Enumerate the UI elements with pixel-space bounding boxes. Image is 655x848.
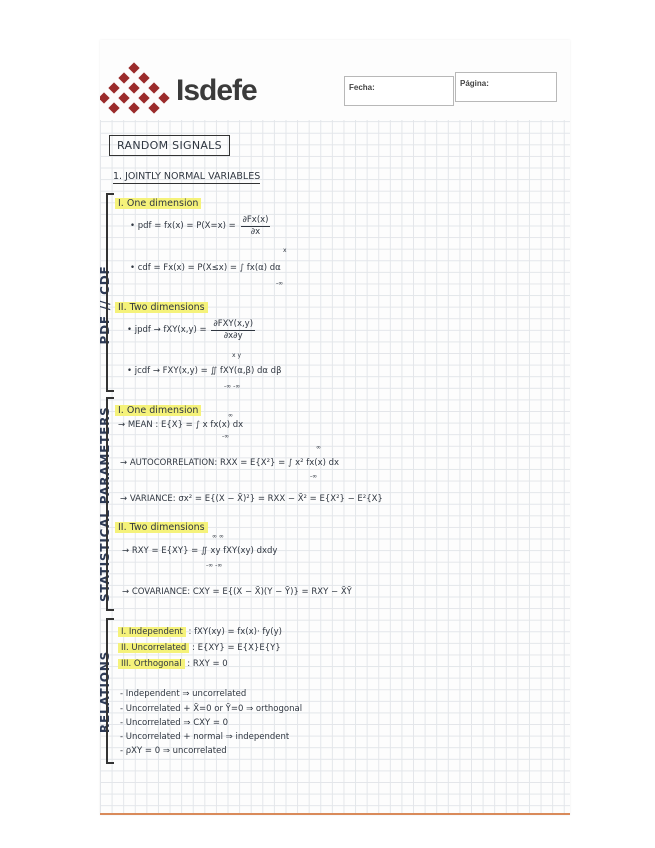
bracket-pdf: [106, 193, 114, 392]
mean-upper-limit: ∞: [228, 412, 233, 419]
jcdf-lower-limit: -∞ -∞: [224, 383, 241, 390]
stats-two-dim-heading: II. Two dimensions: [115, 523, 208, 533]
relation-uncorrelated: II. Uncorrelated : E{XY} = E{X}E{Y}: [118, 644, 281, 653]
autocorr-lower-limit: -∞: [310, 473, 318, 480]
bracket-stats: [106, 397, 114, 611]
side-label-relations: RELATIONS: [98, 650, 112, 734]
fecha-label: Fecha:: [349, 83, 375, 92]
pdf-denominator: ∂x: [250, 226, 261, 237]
page-title: RANDOM SIGNALS: [109, 135, 230, 156]
bracket-relations: [106, 618, 114, 764]
mean-lower-limit: -∞: [222, 433, 230, 440]
side-label-pdf-cdf: PDF // CDF: [98, 265, 112, 345]
jpdf-formula: • jpdf → fXY(x,y) = $\frac{\text{∂FXY(x,y)}}{\partial x\partial y}$: [127, 319, 254, 341]
rxy-upper-limit: ∞ ∞: [212, 533, 224, 540]
cdf-lower-limit: -∞: [276, 280, 284, 287]
pdf-two-dim-heading: II. Two dimensions: [115, 303, 208, 313]
note-line: - Uncorrelated + normal ⇒ independent: [120, 732, 290, 742]
autocorr-formula: → AUTOCORRELATION: RXX = E{X²} = ∫ x² fx(x) dx: [120, 458, 340, 468]
relation-orthogonal: III. Orthogonal : RXY = 0: [118, 660, 228, 669]
bottom-rule: [100, 813, 570, 815]
pagina-field[interactable]: [455, 72, 557, 102]
autocorr-upper-limit: ∞: [316, 444, 321, 451]
fecha-field[interactable]: [344, 76, 454, 106]
pdf-formula: • pdf = fx(x) = P(X=x) = $\frac{\partial Fx(x)}{\partial x}$: [130, 215, 269, 237]
cdf-upper-limit: x: [283, 247, 287, 254]
covariance-formula: → COVARIANCE: CXY = E{(X − X̄)(Y − Ȳ)} = RXY − X̄Ȳ: [122, 587, 352, 597]
pdf-one-dim-heading: I. One dimension: [115, 199, 201, 209]
stats-one-dim-heading: I. One dimension: [115, 406, 201, 416]
mean-formula: → MEAN : E{X} = ∫ x fx(x) dx: [118, 420, 244, 430]
pagina-label: Página:: [460, 79, 489, 88]
relation-independent: I. Independent : fXY(xy) = fx(x)· fy(y): [118, 628, 282, 637]
note-line: - Independent ⇒ uncorrelated: [120, 689, 247, 699]
cdf-formula: • cdf = Fx(x) = P(X≤x) = ∫ fx(α) dα: [130, 263, 281, 273]
jpdf-denominator: ∂x∂y: [223, 330, 243, 341]
brand-name: Isdefe: [176, 74, 257, 107]
rxy-lower-limit: -∞ -∞: [206, 562, 223, 569]
note-line: - ρXY = 0 ⇒ uncorrelated: [120, 746, 227, 756]
side-label-statistical: STATISTICAL PARAMETERS: [98, 406, 112, 602]
pdf-numerator: ∂Fx(x): [242, 215, 269, 225]
note-line: - Uncorrelated + X̄=0 or Ȳ=0 ⇒ orthogonal: [120, 704, 303, 714]
jcdf-upper-limit: x y: [232, 352, 242, 359]
jpdf-numerator: ∂FXY(x,y): [213, 319, 254, 329]
note-line: - Uncorrelated ⇒ CXY = 0: [120, 718, 229, 728]
jcdf-formula: • jcdf → FXY(x,y) = ∬ fXY(α,β) dα dβ: [127, 366, 282, 376]
rxy-formula: → RXY = E{XY} = ∬ xy fXY(xy) dxdy: [122, 546, 278, 556]
variance-formula: → VARIANCE: σx² = E{(X − X̄)²} = RXX − X̄² = E{X²} − E²{X}: [120, 494, 383, 504]
isdefe-logo-icon: [100, 62, 175, 122]
section-title: 1. JOINTLY NORMAL VARIABLES: [113, 171, 261, 182]
